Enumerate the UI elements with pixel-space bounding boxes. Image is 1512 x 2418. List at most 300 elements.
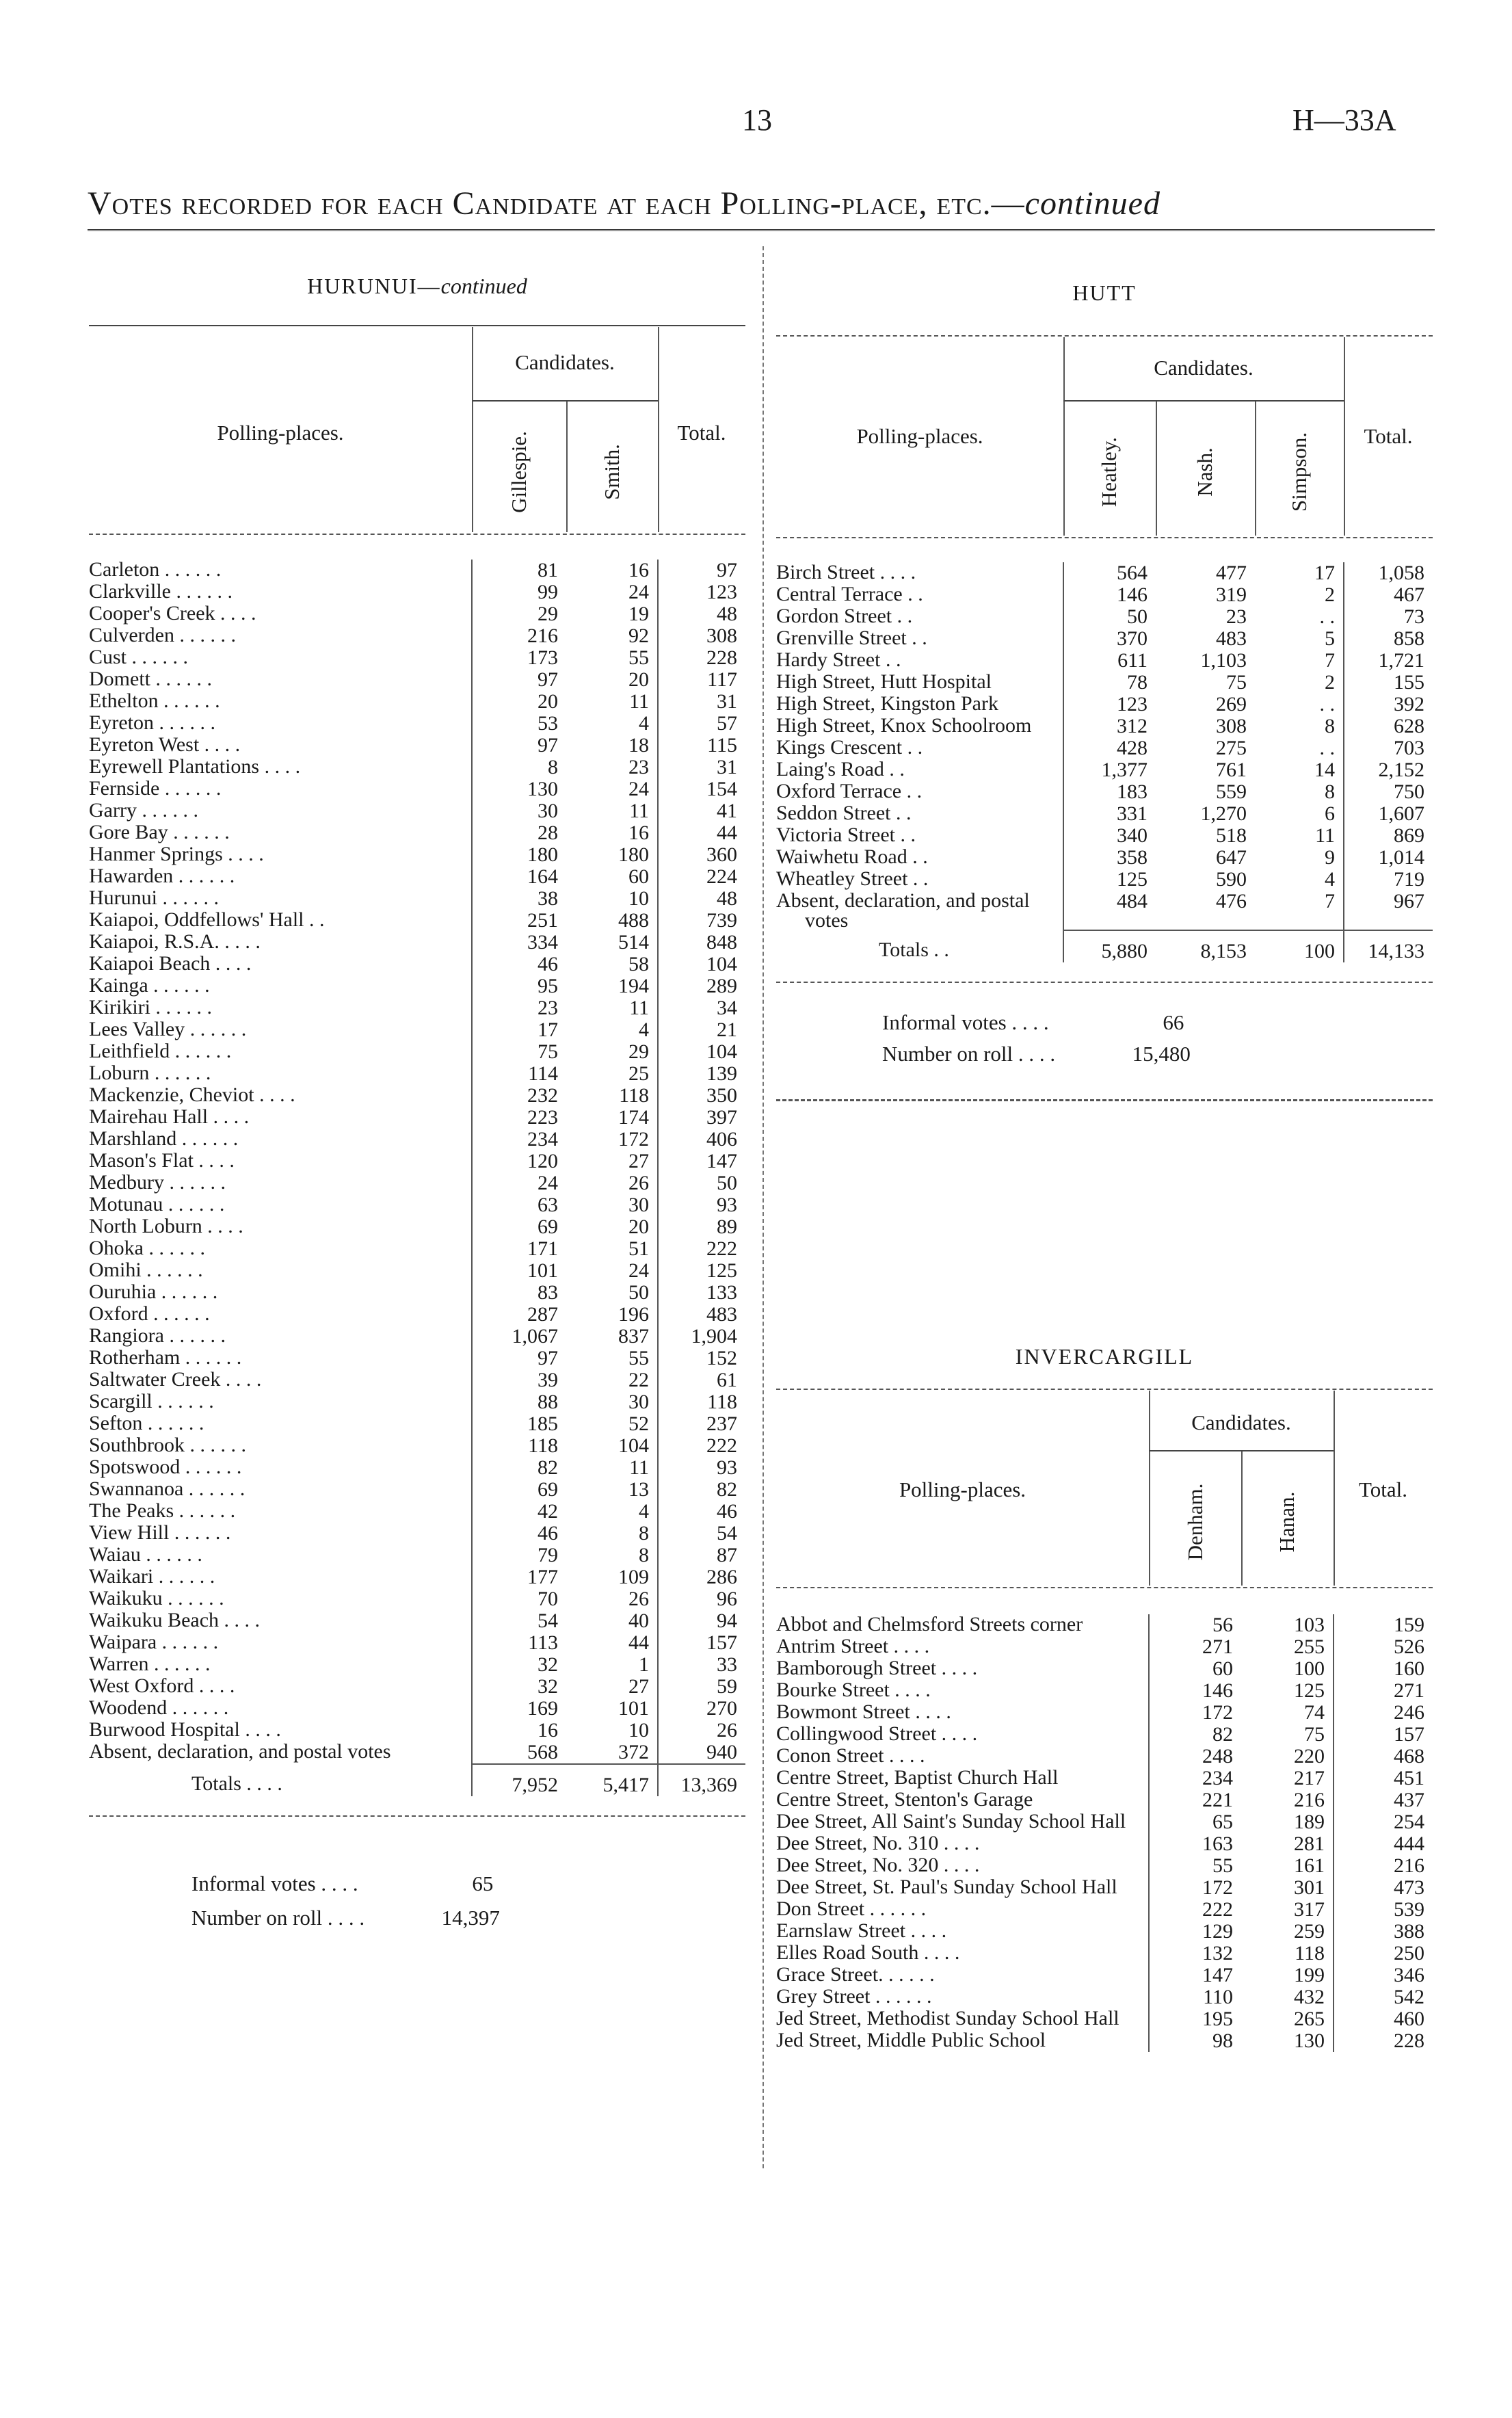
table-row	[89, 1129, 745, 1151]
hurunui-place-name: Motunau . . . . . .	[89, 1194, 225, 1215]
hurunui-votes-cell: 82	[472, 1457, 566, 1479]
invercargill-place-name: Jed Street, Middle Public School	[776, 2030, 1046, 2051]
hutt-place-name: Absent, declaration, and postal votes	[776, 891, 1030, 930]
page-number: 13	[742, 103, 772, 137]
hurunui-votes-cell: 232	[472, 1085, 566, 1107]
invercargill-total-cell: 539	[1334, 1899, 1433, 1921]
hutt-votes-cell: . .	[1319, 606, 1335, 628]
invercargill-total-cell: 388	[1334, 1921, 1433, 1943]
hutt-total-cell: 869	[1344, 825, 1433, 847]
hurunui-total-cell: 237	[658, 1413, 745, 1435]
hurunui-total-cell: 133	[658, 1282, 745, 1304]
table-row	[776, 1811, 1433, 1833]
invercargill-top-rule	[776, 1389, 1433, 1390]
hutt-votes-cell: 78	[1063, 672, 1156, 694]
hurunui-votes-cell: 27	[628, 1151, 649, 1172]
invercargill-votes-cell: 65	[1149, 1811, 1241, 1833]
invercargill-total-cell: 526	[1334, 1636, 1433, 1658]
hurunui-total-cell: 89	[658, 1216, 745, 1238]
hurunui-votes-cell: 32	[472, 1676, 566, 1698]
hurunui-table-body	[89, 560, 745, 1796]
hurunui-place-name: Hawarden . . . . . .	[89, 866, 235, 887]
hurunui-votes-cell: 23	[472, 997, 566, 1019]
hurunui-votes-cell: 234	[472, 1129, 566, 1151]
page-title	[88, 185, 1442, 222]
hurunui-informal-value: 65	[472, 1871, 494, 1895]
hutt-votes-cell: 312	[1063, 715, 1156, 737]
invercargill-votes-cell: 130	[1294, 2030, 1325, 2052]
table-row	[776, 737, 1433, 759]
hurunui-votes-cell: 10	[628, 888, 649, 910]
invercargill-col-total: Total.	[1358, 1477, 1407, 1501]
table-row	[776, 2008, 1433, 2030]
hutt-total-cell: 467	[1344, 584, 1433, 606]
table-row	[89, 1304, 745, 1326]
table-row	[776, 628, 1433, 650]
hutt-place-name: Wheatley Street . .	[776, 869, 929, 890]
hutt-place-name: Gordon Street . .	[776, 606, 913, 627]
hurunui-place-name: Marshland . . . . . .	[89, 1129, 239, 1150]
invercargill-place-name: Elles Road South . . . .	[776, 1943, 960, 1964]
hurunui-votes-cell: 97	[472, 735, 566, 757]
hurunui-votes-cell: 287	[472, 1304, 566, 1326]
invercargill-place-name: Conon Street . . . .	[776, 1746, 925, 1767]
hurunui-votes-cell: 83	[472, 1282, 566, 1304]
hurunui-votes-cell: 16	[628, 822, 649, 844]
invercargill-votes-cell: 255	[1294, 1636, 1325, 1658]
invercargill-place-name: Centre Street, Baptist Church Hall	[776, 1767, 1059, 1789]
invercargill-total-cell: 216	[1334, 1855, 1433, 1877]
hurunui-votes-cell: 27	[628, 1676, 649, 1698]
invercargill-total-cell: 228	[1334, 2030, 1433, 2052]
hurunui-votes-cell: 30	[472, 800, 566, 822]
hurunui-votes-cell: 16	[628, 560, 649, 581]
invercargill-col-places: Polling-places.	[899, 1477, 1026, 1501]
hutt-total-cell: 2,152	[1344, 759, 1433, 781]
hutt-votes-cell: 275	[1216, 737, 1247, 759]
table-row	[776, 694, 1433, 715]
hurunui-votes-cell: 514	[618, 932, 649, 954]
invercargill-total-cell: 254	[1334, 1811, 1433, 1833]
hurunui-votes-cell: 53	[472, 713, 566, 735]
hurunui-total-cell: 152	[658, 1348, 745, 1369]
hurunui-votes-cell: 30	[628, 1194, 649, 1216]
invercargill-total-cell: 473	[1334, 1877, 1433, 1899]
hurunui-place-name: Southbrook . . . . . .	[89, 1435, 247, 1456]
hutt-votes-cell: 761	[1216, 759, 1247, 781]
hurunui-votes-cell: 58	[628, 954, 649, 975]
hutt-hdr-sep-2	[1156, 400, 1157, 536]
hurunui-heading	[89, 274, 745, 299]
invercargill-total-cell: 159	[1334, 1614, 1433, 1636]
hurunui-col-places: Polling-places.	[217, 421, 344, 445]
hurunui-place-name: Waiau . . . . . .	[89, 1545, 202, 1566]
hutt-place-name: Kings Crescent . .	[776, 737, 923, 759]
hurunui-place-name: Hurunui . . . . . .	[89, 888, 219, 909]
table-row	[776, 715, 1433, 737]
hurunui-total-cell: 1,904	[658, 1326, 745, 1348]
hurunui-votes-cell: 18	[628, 735, 649, 757]
table-row	[776, 562, 1433, 584]
hurunui-votes-cell: 120	[472, 1151, 566, 1172]
hutt-votes-cell: 370	[1063, 628, 1156, 650]
hutt-totals-value: 100	[1255, 930, 1344, 962]
hurunui-votes-cell: 8	[472, 757, 566, 778]
hutt-votes-cell: 647	[1216, 847, 1247, 869]
hurunui-place-name: Gore Bay . . . . . .	[89, 822, 230, 843]
hurunui-votes-cell: 39	[472, 1369, 566, 1391]
hurunui-total-cell: 93	[658, 1457, 745, 1479]
hutt-total-cell: 392	[1344, 694, 1433, 715]
invercargill-place-name: Dee Street, No. 310 . . . .	[776, 1833, 980, 1854]
hurunui-total-cell: 350	[658, 1085, 745, 1107]
hurunui-votes-cell: 88	[472, 1391, 566, 1413]
hurunui-place-name: Eyrewell Plantations . . . .	[89, 757, 301, 778]
hurunui-place-name: Garry . . . . . .	[89, 800, 198, 822]
invercargill-candidate-1: Denham.	[1183, 1483, 1207, 1561]
table-row	[89, 910, 745, 932]
hurunui-votes-cell: 837	[618, 1326, 649, 1348]
hurunui-place-name: Eyreton West . . . .	[89, 735, 241, 756]
hurunui-votes-cell: 70	[472, 1588, 566, 1610]
invercargill-votes-cell: 55	[1149, 1855, 1241, 1877]
invercargill-total-cell: 246	[1334, 1702, 1433, 1724]
hurunui-total-cell: 228	[658, 647, 745, 669]
hurunui-total-cell: 94	[658, 1610, 745, 1632]
hurunui-top-rule	[89, 325, 745, 326]
invercargill-votes-cell: 217	[1294, 1767, 1325, 1789]
hurunui-total-cell: 125	[658, 1260, 745, 1282]
invercargill-place-name: Dee Street, St. Paul's Sunday School Hall	[776, 1877, 1117, 1898]
hurunui-place-name: Woodend . . . . . .	[89, 1698, 229, 1719]
hurunui-votes-cell: 46	[472, 954, 566, 975]
hutt-hdr-sep-3	[1255, 400, 1256, 536]
table-row	[89, 1742, 745, 1764]
hurunui-heading-suffix: continued	[440, 274, 527, 298]
hurunui-votes-cell: 54	[472, 1610, 566, 1632]
hutt-candidate-1: Heatley.	[1097, 436, 1121, 508]
invercargill-total-cell: 250	[1334, 1943, 1433, 1964]
hurunui-votes-cell: 24	[628, 778, 649, 800]
hutt-votes-cell: 269	[1216, 694, 1247, 715]
invercargill-total-cell: 468	[1334, 1746, 1433, 1767]
hurunui-place-name: Domett . . . . . .	[89, 669, 212, 690]
hurunui-total-cell: 117	[658, 669, 745, 691]
hutt-votes-cell: 146	[1063, 584, 1156, 606]
hurunui-votes-cell: 169	[472, 1698, 566, 1720]
table-row	[89, 1720, 745, 1742]
hurunui-place-name: Scargill . . . . . .	[89, 1391, 214, 1412]
hurunui-place-name: Carleton . . . . . .	[89, 560, 222, 581]
hurunui-votes-cell: 177	[472, 1566, 566, 1588]
hurunui-votes-cell: 69	[472, 1479, 566, 1501]
invercargill-total-cell: 346	[1334, 1964, 1433, 1986]
hutt-votes-cell: 183	[1063, 781, 1156, 803]
table-row	[89, 691, 745, 713]
invercargill-hdr-sep-2	[1241, 1450, 1243, 1586]
hutt-heading: HUTT	[1072, 280, 1137, 305]
invercargill-total-cell: 444	[1334, 1833, 1433, 1855]
hutt-votes-cell: 7	[1325, 650, 1335, 672]
hutt-votes-cell: 319	[1216, 584, 1247, 606]
hurunui-votes-cell: 97	[472, 1348, 566, 1369]
hutt-votes-cell: 611	[1063, 650, 1156, 672]
hurunui-place-name: West Oxford . . . .	[89, 1676, 235, 1697]
hurunui-total-cell: 50	[658, 1172, 745, 1194]
table-row	[89, 1194, 745, 1216]
hurunui-votes-cell: 24	[628, 581, 649, 603]
table-row	[776, 759, 1433, 781]
hurunui-total-cell: 286	[658, 1566, 745, 1588]
table-row	[776, 672, 1433, 694]
hutt-votes-cell: 590	[1216, 869, 1247, 891]
hurunui-votes-cell: 24	[628, 1260, 649, 1282]
hurunui-votes-cell: 23	[628, 757, 649, 778]
hutt-total-cell: 703	[1344, 737, 1433, 759]
hurunui-place-name: Saltwater Creek . . . .	[89, 1369, 262, 1391]
hurunui-votes-cell: 50	[628, 1282, 649, 1304]
table-row	[89, 866, 745, 888]
hutt-totals-value: 14,133	[1344, 930, 1433, 962]
hutt-votes-cell: 2	[1325, 672, 1335, 694]
hutt-informal-value: 66	[1163, 1010, 1184, 1034]
hutt-votes-cell: 476	[1216, 891, 1247, 912]
hurunui-votes-cell: 334	[472, 932, 566, 954]
hurunui-totals-value: 5,417	[566, 1764, 658, 1796]
hurunui-total-cell: 360	[658, 844, 745, 866]
hutt-votes-cell: 518	[1216, 825, 1247, 847]
table-row	[776, 1724, 1433, 1746]
hurunui-votes-cell: 488	[618, 910, 649, 932]
hutt-votes-cell: 75	[1226, 672, 1247, 694]
hurunui-votes-cell: 19	[628, 603, 649, 625]
invercargill-votes-cell: 248	[1149, 1746, 1241, 1767]
hurunui-place-name: North Loburn . . . .	[89, 1216, 243, 1237]
invercargill-votes-cell: 132	[1149, 1943, 1241, 1964]
hurunui-total-cell: 483	[658, 1304, 745, 1326]
hutt-votes-cell: 7	[1325, 891, 1335, 912]
document-code: H—33A	[1292, 103, 1396, 137]
hutt-total-cell: 967	[1344, 891, 1433, 930]
hutt-votes-cell: 358	[1063, 847, 1156, 869]
hutt-header-rule	[776, 537, 1433, 538]
table-row	[89, 757, 745, 778]
invercargill-place-name: Bourke Street . . . .	[776, 1680, 931, 1701]
hurunui-votes-cell: 20	[472, 691, 566, 713]
hurunui-total-cell: 33	[658, 1654, 745, 1676]
table-row	[89, 1479, 745, 1501]
invercargill-votes-cell: 271	[1149, 1636, 1241, 1658]
hurunui-votes-cell: 55	[628, 1348, 649, 1369]
hutt-total-cell: 1,058	[1344, 562, 1433, 584]
invercargill-votes-cell: 98	[1149, 2030, 1241, 2052]
invercargill-votes-cell: 432	[1294, 1986, 1325, 2008]
hurunui-place-name: Fernside . . . . . .	[89, 778, 222, 800]
invercargill-votes-cell: 234	[1149, 1767, 1241, 1789]
hurunui-votes-cell: 11	[629, 691, 649, 713]
hutt-votes-cell: 483	[1216, 628, 1247, 650]
table-row	[89, 1566, 745, 1588]
table-row	[89, 1172, 745, 1194]
invercargill-votes-cell: 74	[1304, 1702, 1325, 1724]
invercargill-place-name: Abbot and Chelmsford Streets corner	[776, 1614, 1083, 1635]
hurunui-votes-cell: 24	[472, 1172, 566, 1194]
hutt-votes-cell: 559	[1216, 781, 1247, 803]
hurunui-votes-cell: 26	[628, 1588, 649, 1610]
hurunui-candidate-1: Gillespie.	[507, 431, 531, 513]
hutt-votes-cell: 428	[1063, 737, 1156, 759]
invercargill-total-cell: 157	[1334, 1724, 1433, 1746]
invercargill-table	[776, 1614, 1433, 2052]
hurunui-votes-cell: 32	[472, 1654, 566, 1676]
invercargill-votes-cell: 301	[1294, 1877, 1325, 1899]
hurunui-place-name: Swannanoa . . . . . .	[89, 1479, 246, 1500]
invercargill-votes-cell: 82	[1149, 1724, 1241, 1746]
table-row	[89, 1632, 745, 1654]
hurunui-place-name: Absent, declaration, and postal votes	[89, 1742, 391, 1763]
hurunui-cand-rule	[472, 400, 658, 402]
table-row	[89, 888, 745, 910]
invercargill-votes-cell: 129	[1149, 1921, 1241, 1943]
hurunui-votes-cell: 81	[472, 560, 566, 581]
hurunui-votes-cell: 4	[639, 1019, 649, 1041]
hurunui-votes-cell: 79	[472, 1545, 566, 1566]
table-row	[89, 1216, 745, 1238]
hurunui-place-name: Rotherham . . . . . .	[89, 1348, 242, 1369]
table-row	[89, 1391, 745, 1413]
hurunui-total-cell: 41	[658, 800, 745, 822]
hutt-votes-cell: 1,103	[1200, 650, 1247, 672]
hurunui-place-name: Warren . . . . . .	[89, 1654, 211, 1675]
hurunui-votes-cell: 101	[472, 1260, 566, 1282]
hurunui-votes-cell: 114	[472, 1063, 566, 1085]
hutt-place-name: High Street, Knox Schoolroom	[776, 715, 1032, 737]
invercargill-cand-rule	[1149, 1450, 1334, 1451]
hurunui-total-cell: 54	[658, 1523, 745, 1545]
table-row	[89, 1063, 745, 1085]
hurunui-votes-cell: 104	[618, 1435, 649, 1457]
table-row	[776, 803, 1433, 825]
hurunui-total-cell: 147	[658, 1151, 745, 1172]
hutt-votes-cell: . .	[1319, 694, 1335, 715]
table-row	[776, 650, 1433, 672]
hurunui-votes-cell: 40	[628, 1610, 649, 1632]
hutt-votes-cell: 50	[1063, 606, 1156, 628]
table-row	[89, 1676, 745, 1698]
hurunui-votes-cell: 4	[639, 713, 649, 735]
hurunui-bottom-rule	[89, 1815, 745, 1817]
hutt-votes-cell: 8	[1325, 781, 1335, 803]
hurunui-votes-cell: 194	[618, 975, 649, 997]
hurunui-place-name: Culverden . . . . . .	[89, 625, 236, 646]
hurunui-place-name: Lees Valley . . . . . .	[89, 1019, 247, 1040]
hutt-table	[776, 562, 1433, 962]
table-row	[89, 581, 745, 603]
table-row	[776, 825, 1433, 847]
invercargill-votes-cell: 110	[1149, 1986, 1241, 2008]
hutt-votes-cell: 1,270	[1200, 803, 1247, 825]
hurunui-total-cell: 82	[658, 1479, 745, 1501]
hurunui-total-cell: 397	[658, 1107, 745, 1129]
hurunui-total-cell: 34	[658, 997, 745, 1019]
hurunui-votes-cell: 164	[472, 866, 566, 888]
hurunui-place-name: Ethelton . . . . . .	[89, 691, 220, 712]
hurunui-place-name: Kaiapoi, Oddfellows' Hall . .	[89, 910, 325, 931]
invercargill-total-cell: 271	[1334, 1680, 1433, 1702]
hurunui-informal-label: Informal votes . . . .	[191, 1871, 358, 1895]
hutt-votes-cell: 125	[1063, 869, 1156, 891]
hutt-votes-cell: 9	[1325, 847, 1335, 869]
hurunui-votes-cell: 171	[472, 1238, 566, 1260]
table-row	[776, 1921, 1433, 1943]
invercargill-votes-cell: 259	[1294, 1921, 1325, 1943]
table-row	[776, 891, 1433, 930]
hutt-candidate-2: Nash.	[1193, 447, 1217, 497]
hurunui-total-cell: 61	[658, 1369, 745, 1391]
hurunui-place-name: View Hill . . . . . .	[89, 1523, 231, 1544]
table-row	[89, 1545, 745, 1566]
hurunui-place-name: Cust . . . . . .	[89, 647, 189, 668]
hutt-roll-value: 15,480	[1132, 1042, 1191, 1066]
hurunui-place-name: Mason's Flat . . . .	[89, 1151, 235, 1172]
column-divider	[762, 246, 764, 2168]
table-row	[89, 975, 745, 997]
hutt-votes-cell: 4	[1325, 869, 1335, 891]
table-row	[776, 2030, 1433, 2052]
invercargill-votes-cell: 60	[1149, 1658, 1241, 1680]
hurunui-votes-cell: 172	[618, 1129, 649, 1151]
table-row	[89, 560, 745, 581]
hurunui-place-name: Loburn . . . . . .	[89, 1063, 211, 1084]
hutt-total-cell: 858	[1344, 628, 1433, 650]
hurunui-total-cell: 21	[658, 1019, 745, 1041]
table-row	[776, 1614, 1433, 1636]
hutt-end-rule	[776, 1099, 1433, 1101]
hutt-votes-cell: 2	[1325, 584, 1335, 606]
invercargill-place-name: Jed Street, Methodist Sunday School Hall	[776, 2008, 1119, 2029]
invercargill-votes-cell: 195	[1149, 2008, 1241, 2030]
invercargill-place-name: Collingwood Street . . . .	[776, 1724, 978, 1745]
hurunui-total-cell: 289	[658, 975, 745, 997]
hurunui-place-name: Mairehau Hall . . . .	[89, 1107, 250, 1128]
table-row	[776, 1833, 1433, 1855]
hutt-total-cell: 1,607	[1344, 803, 1433, 825]
table-row	[89, 669, 745, 691]
hurunui-votes-cell: 97	[472, 669, 566, 691]
hurunui-totals-label: Totals . . . .	[191, 1772, 282, 1795]
hurunui-number-on-roll	[191, 1906, 500, 1930]
invercargill-votes-cell: 161	[1294, 1855, 1325, 1877]
invercargill-place-name: Grey Street . . . . . .	[776, 1986, 932, 2008]
hutt-total-cell: 1,014	[1344, 847, 1433, 869]
table-row	[89, 1501, 745, 1523]
hutt-totals-value: 5,880	[1063, 930, 1156, 962]
hutt-votes-cell: 6	[1325, 803, 1335, 825]
hurunui-total-cell: 31	[658, 691, 745, 713]
invercargill-total-cell: 460	[1334, 2008, 1433, 2030]
hurunui-votes-cell: 52	[628, 1413, 649, 1435]
invercargill-votes-cell: 146	[1149, 1680, 1241, 1702]
table-row	[776, 1636, 1433, 1658]
table-row	[89, 822, 745, 844]
invercargill-place-name: Bamborough Street . . . .	[776, 1658, 978, 1679]
hurunui-votes-cell: 75	[472, 1041, 566, 1063]
hurunui-total-cell: 308	[658, 625, 745, 647]
table-row	[89, 1698, 745, 1720]
hurunui-votes-cell: 42	[472, 1501, 566, 1523]
hurunui-votes-cell: 20	[628, 1216, 649, 1238]
hutt-place-name: Seddon Street . .	[776, 803, 912, 824]
